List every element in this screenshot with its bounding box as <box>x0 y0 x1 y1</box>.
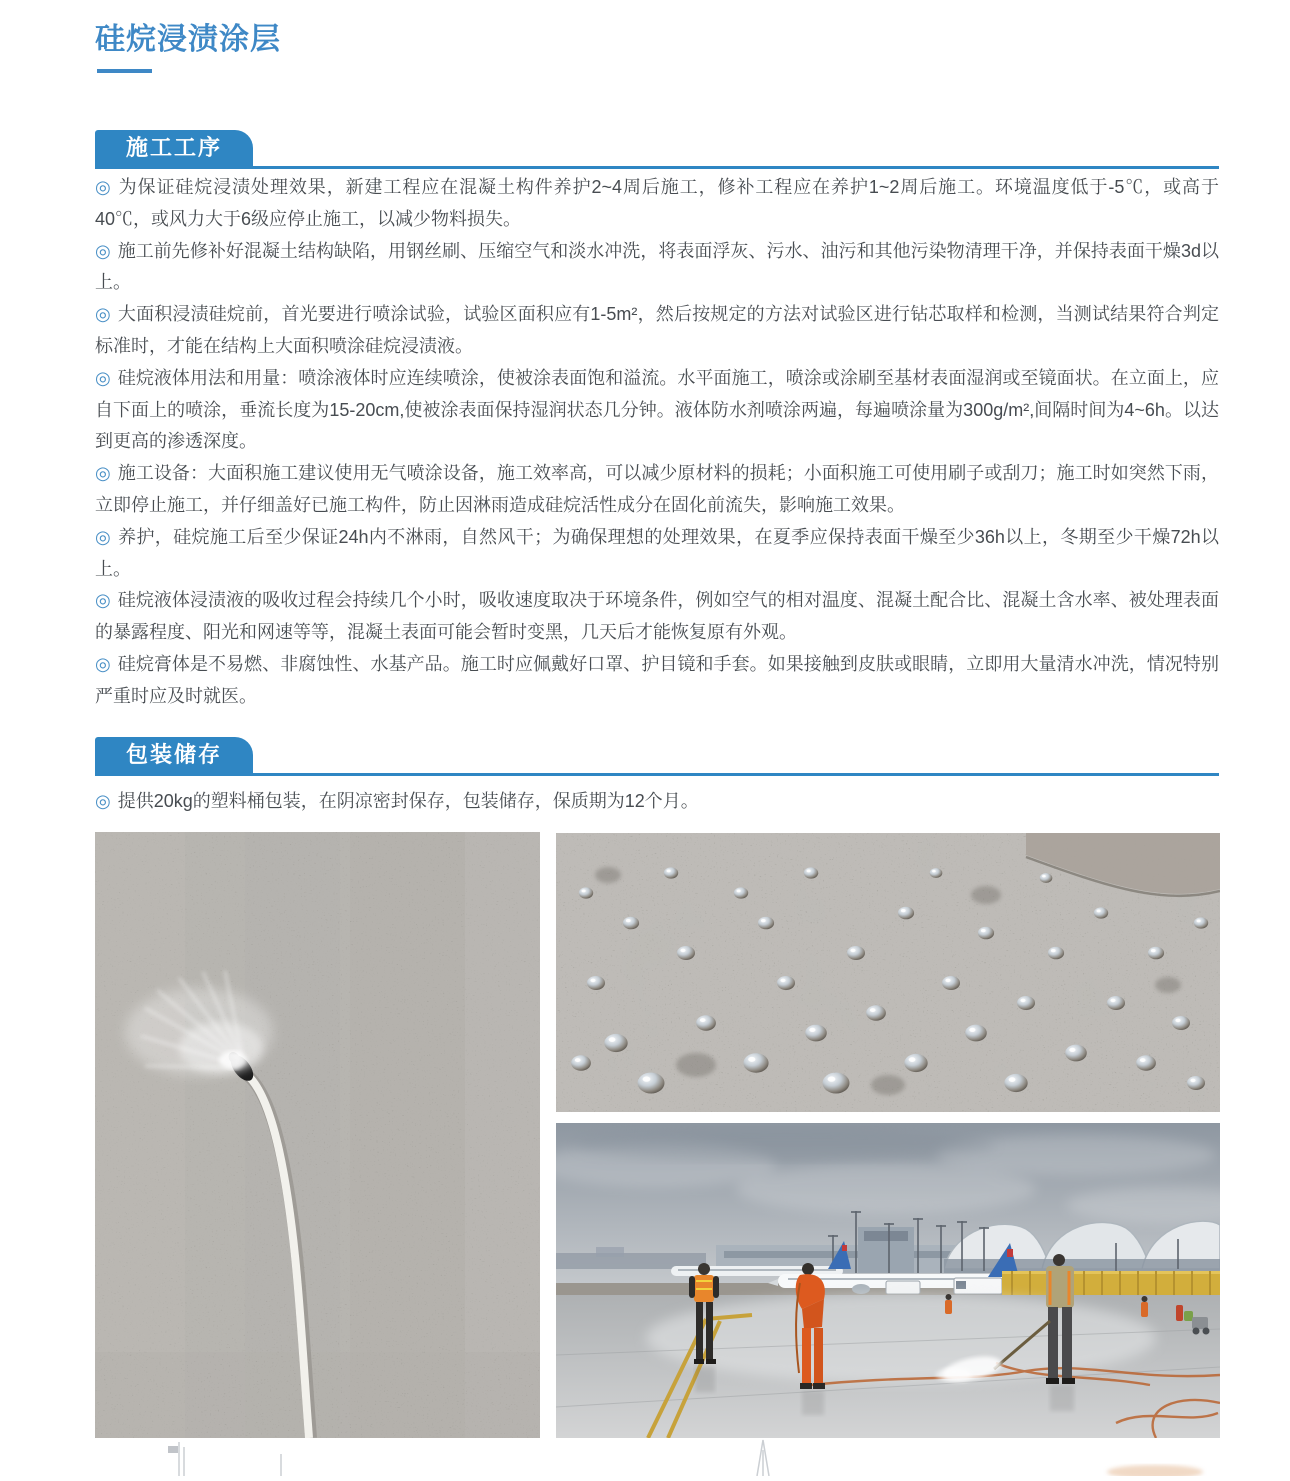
bullet-text: 施工前先修补好混凝土结构缺陷，用钢丝刷、压缩空气和淡水冲洗，将表面浮灰、污水、油污和其他污染物清理干净，并保持表面干燥3d以上。 <box>95 240 1219 293</box>
page-title: 硅烷浸渍涂层 <box>95 23 281 56</box>
bullet-item <box>95 299 1219 363</box>
bullet-item <box>95 522 1219 586</box>
bullet-item <box>95 172 1219 236</box>
bullet-icon: ◎ <box>95 653 111 674</box>
bullet-icon: ◎ <box>95 526 112 547</box>
section-heading-badge: 施工工序 <box>95 130 253 166</box>
bullet-item <box>95 585 1219 649</box>
bullet-item <box>95 236 1219 300</box>
bullet-item <box>95 786 1219 818</box>
bullet-text: 硅烷液体用法和用量：喷涂液体时应连续喷涂，使被涂表面饱和溢流。水平面施工，喷涂或涂刷至基材表面湿润或至镜面状。在立面上，应自下面上的喷涂，垂流长度为15-20cm,使被涂表面保持湿润状态几分钟。液体防水剂喷涂两遍，每遍喷涂量为300g/m²,间隔时间为4~6h。以达到更高的渗透深度。 <box>95 367 1219 452</box>
bullet-icon: ◎ <box>95 367 111 388</box>
section-construction-procedure-header <box>95 130 1219 169</box>
bullet-icon: ◎ <box>95 177 112 197</box>
bullet-icon: ◎ <box>95 240 111 261</box>
next-page-preview <box>95 1438 1220 1476</box>
section-rule <box>95 166 1219 169</box>
yellow-fence <box>1002 1271 1220 1295</box>
bullet-icon: ◎ <box>95 590 111 611</box>
bullet-item <box>95 649 1219 713</box>
photo-silane-spray-wall <box>95 832 540 1438</box>
bullet-text: 提供20kg的塑料桶包装，在阴凉密封保存，包装储存，保质期为12个月。 <box>117 791 699 811</box>
section-rule <box>95 773 1219 776</box>
photo-airport-apron-spraying <box>556 1123 1220 1438</box>
bullet-icon: ◎ <box>95 463 111 484</box>
bullet-text: 硅烷膏体是不易燃、非腐蚀性、水基产品。施工时应佩戴好口罩、护目镜和手套。如果接触到皮肤或眼睛，立即用大量清水冲洗，情况特别严重时应及时就医。 <box>95 653 1219 706</box>
section-packaging-storage-header <box>95 737 1219 776</box>
bullet-icon: ◎ <box>95 791 111 811</box>
bullet-text: 大面积浸渍硅烷前，首光要进行喷涂试验，试验区面积应有1-5m²，然后按规定的方法对试验区进行钻芯取样和检测，当测试结果符合判定标准时，才能在结构上大面积喷涂硅烷浸渍液。 <box>95 304 1219 356</box>
section-heading-badge: 包装储存 <box>95 737 253 773</box>
bullet-text: 施工设备：大面积施工建议使用无气喷涂设备，施工效率高，可以减少原材料的损耗；小面积施工可使用刷子或刮刀；施工时如突然下雨，立即停止施工，并仔细盖好已施工构件，防止因淋雨造成硅烷活性成分在固化前流失，影响施工效果。 <box>95 463 1219 515</box>
title-underline <box>97 69 152 73</box>
photo-water-beading-concrete <box>556 833 1220 1112</box>
construction-procedure-bullets <box>95 172 1219 713</box>
packaging-storage-bullets <box>95 786 1219 818</box>
bullet-item <box>95 458 1219 522</box>
bullet-text: 养护，硅烷施工后至少保证24h内不淋雨，自然风干；为确保理想的处理效果，在夏季应保持表面干燥至少36h以上，冬期至少干燥72h以上。 <box>95 526 1219 579</box>
bullet-item <box>95 363 1219 458</box>
bullet-text: 硅烷液体浸渍液的吸收过程会持续几个小时，吸收速度取决于环境条件，例如空气的相对温度、混凝土配合比、混凝土含水率、被处理表面的暴露程度、阳光和网速等等，混凝土表面可能会暂时变黑，几天后才能恢复原有外观。 <box>95 590 1219 643</box>
bullet-text: 为保证硅烷浸渍处理效果，新建工程应在混凝土构件养护2~4周后施工，修补工程应在养护1~2周后施工。环境温度低于-5℃，或高于40℃，或风力大于6级应停止施工，以减少物料损失。 <box>95 177 1219 229</box>
bullet-icon: ◎ <box>95 304 111 325</box>
